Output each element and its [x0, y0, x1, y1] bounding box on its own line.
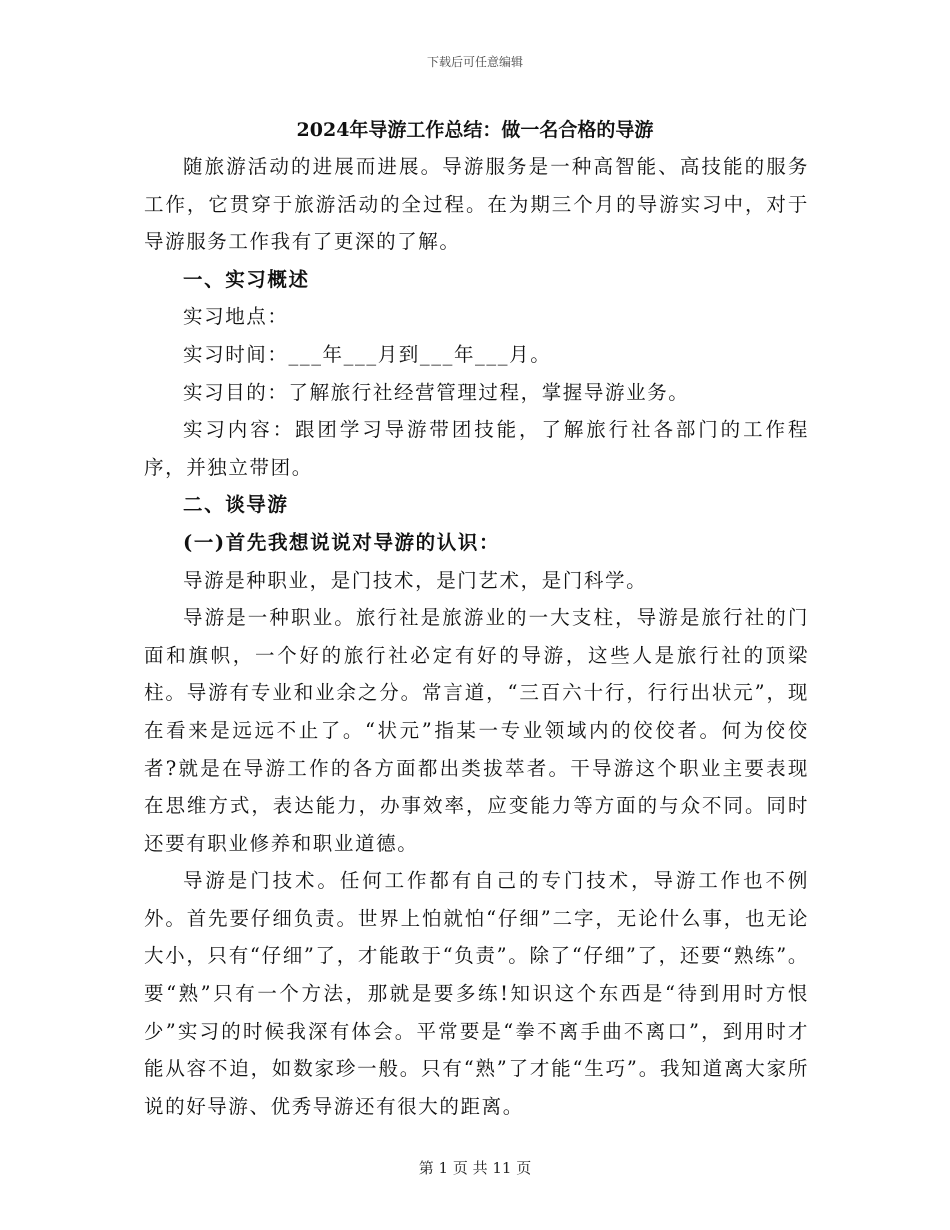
page-header-note: 下载后可任意编辑 [426, 55, 523, 69]
guide-definition-paragraph: 导游是种职业，是门技术，是门艺术，是门科学。 [183, 568, 648, 592]
internship-location: 实习地点： [183, 305, 289, 329]
subsection-heading-understanding: (一)首先我想说说对导游的认识： [183, 530, 501, 554]
guide-skill-paragraph: 导游是门技术。任何工作都有自己的专门技术，导游工作也不例外。首先要仔细负责。世界上怕就怕“仔细”二字，无论什么事，也无论大小，只有“仔细”了，才能敢于“负责”。除了“仔细”了，还要“熟练”。要“熟”只有一个方法，那就是要多练!知识这个东西是“待到用时方恨少”实习的时候我深有体会。平常要是“拳不离手曲不离口”，到用时才能从容不迫，如数家珍一般。只有“熟”了才能“生巧”。我知道离大家所说的好导游、优秀导游还有很大的距离。 [144, 869, 809, 1118]
section-heading-internship-overview: 一、实习概述 [183, 267, 310, 291]
internship-time: 实习时间：___年___月到___年___月。 [183, 342, 552, 366]
intro-paragraph: 随旅游活动的进展而进展。导游服务是一种高智能、高技能的服务工作，它贯穿于旅游活动的全过程。在为期三个月的导游实习中，对于导游服务工作我有了更深的了解。 [144, 155, 809, 254]
document-title: 2024年导游工作总结：做一名合格的导游 [296, 119, 654, 141]
internship-purpose: 实习目的：了解旅行社经营管理过程，掌握导游业务。 [183, 380, 690, 404]
section-heading-about-guides: 二、谈导游 [183, 493, 289, 517]
internship-content: 实习内容：跟团学习导游带团技能，了解旅行社各部门的工作程序，并独立带团。 [144, 418, 809, 479]
page-number: 第 1 页 共 11 页 [418, 1159, 532, 1177]
guide-profession-paragraph: 导游是一种职业。旅行社是旅游业的一大支柱，导游是旅行社的门面和旗帜，一个好的旅行社必定有好的导游，这些人是旅行社的顶梁柱。导游有专业和业余之分。常言道，“三百六十行，行行出状元”，现在看来是远远不止了。“状元”指某一专业领域内的佼佼者。何为佼佼者?就是在导游工作的各方面都出类拔萃者。干导游这个职业主要表现在思维方式，表达能力，办事效率，应变能力等方面的与众不同。同时还要有职业修养和职业道德。 [144, 606, 809, 855]
document-body [144, 148, 809, 1125]
